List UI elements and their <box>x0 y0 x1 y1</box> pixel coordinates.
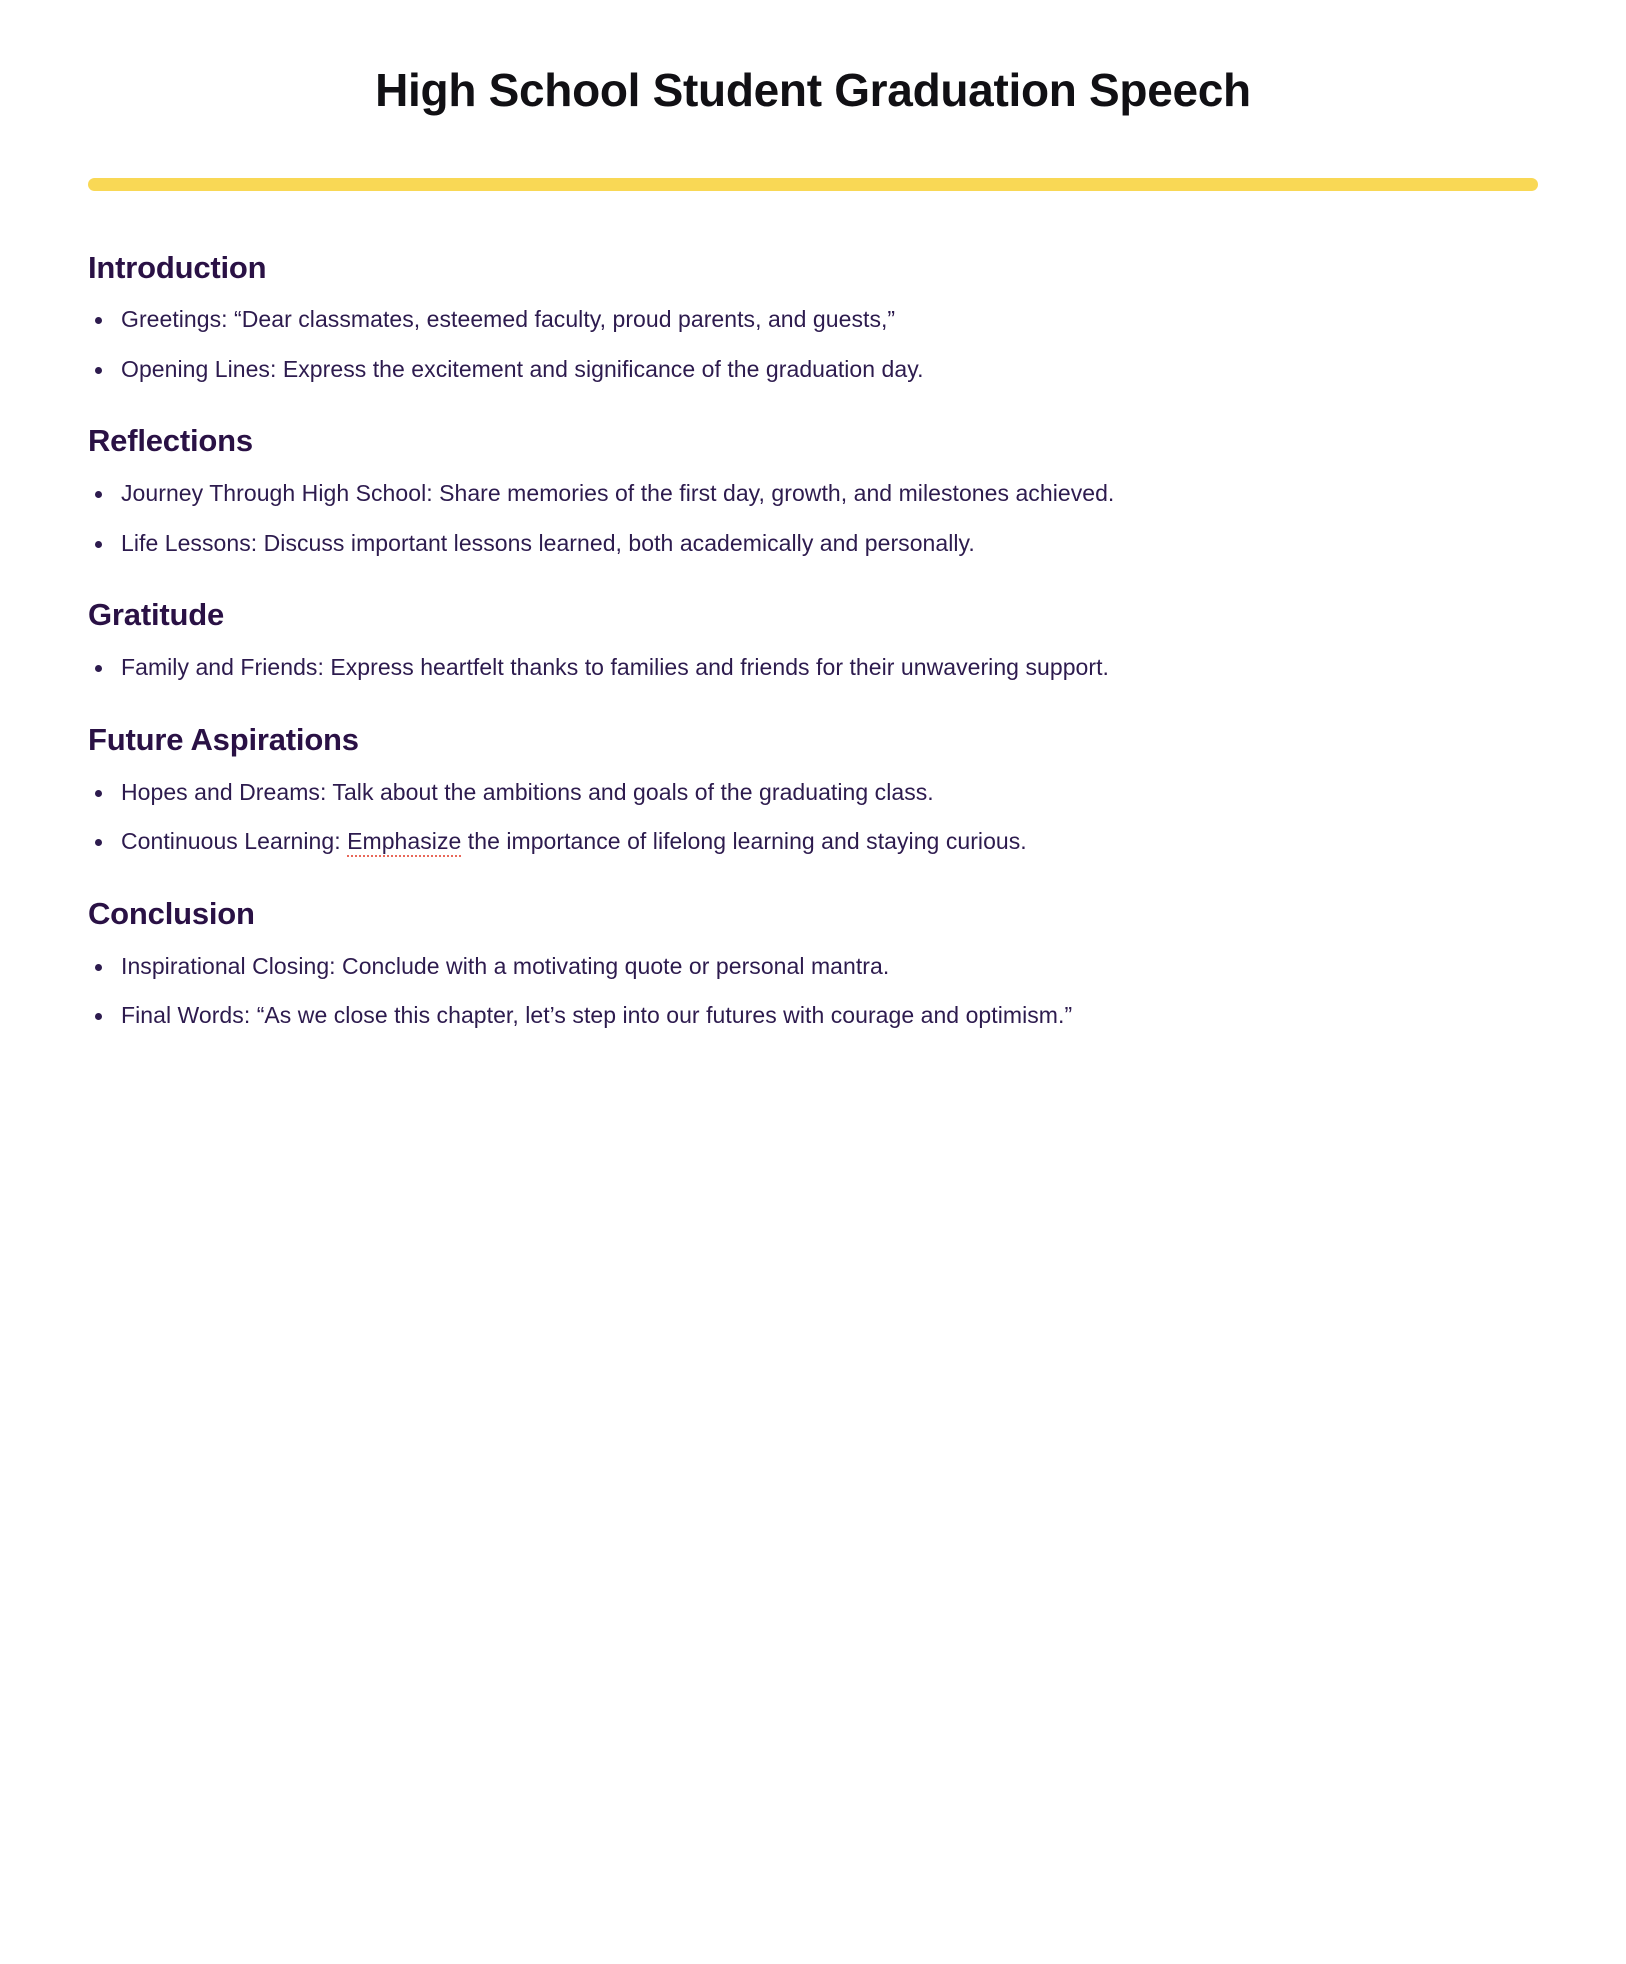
section-heading: Future Aspirations <box>88 721 359 757</box>
list-item <box>88 646 1538 689</box>
bullet-text: Journey Through High School: Share memories of the first day, growth, and milestones achieved. <box>121 480 1115 507</box>
bullet-text: Opening Lines: Express the excitement and significance of the graduation day. <box>121 355 924 382</box>
bullet-text: Greetings: “Dear classmates, esteemed faculty, proud parents, and guests,” <box>121 306 896 333</box>
list-item <box>88 522 1538 565</box>
outline-section <box>88 893 1538 1037</box>
list-item <box>88 771 1538 814</box>
bullet-list <box>88 472 1538 564</box>
list-item <box>88 472 1538 515</box>
title-divider-wrap <box>0 120 1626 191</box>
outline-section <box>88 247 1538 391</box>
section-heading: Introduction <box>88 249 267 285</box>
section-heading: Gratitude <box>88 597 224 633</box>
bullet-text: Inspirational Closing: Conclude with a motivating quote or personal mantra. <box>121 952 890 979</box>
section-heading: Reflections <box>88 423 253 459</box>
bullet-list <box>88 771 1538 863</box>
bullet-text: Hopes and Dreams: Talk about the ambitions and goals of the graduating class. <box>121 778 934 805</box>
outline-section <box>88 719 1538 863</box>
page-title: High School Student Graduation Speech <box>375 64 1251 116</box>
bullet-text: Life Lessons: Discuss important lessons learned, both academically and personally. <box>121 529 975 556</box>
spellcheck-flagged-word[interactable]: Emphasize <box>347 828 461 857</box>
bullet-text: Family and Friends: Express heartfelt thanks to families and friends for their unwavering support. <box>121 654 1109 681</box>
bullet-list <box>88 298 1538 390</box>
list-item <box>88 298 1538 341</box>
bullet-text-suffix: the importance of lifelong learning and staying curious. <box>461 828 1027 855</box>
list-item <box>88 994 1538 1037</box>
accent-divider <box>88 178 1538 191</box>
document-body <box>0 191 1626 1115</box>
bullet-text-prefix: Continuous Learning: <box>121 828 348 855</box>
section-heading: Conclusion <box>88 895 255 931</box>
list-item <box>88 348 1538 391</box>
outline-section <box>88 594 1538 688</box>
bullet-list <box>88 646 1538 689</box>
bullet-list <box>88 945 1538 1037</box>
bullet-text: Final Words: “As we close this chapter, let’s step into our futures with courage and optimism.” <box>121 1002 1073 1029</box>
list-item <box>88 820 1538 863</box>
outline-section <box>88 420 1538 564</box>
list-item <box>88 945 1538 988</box>
